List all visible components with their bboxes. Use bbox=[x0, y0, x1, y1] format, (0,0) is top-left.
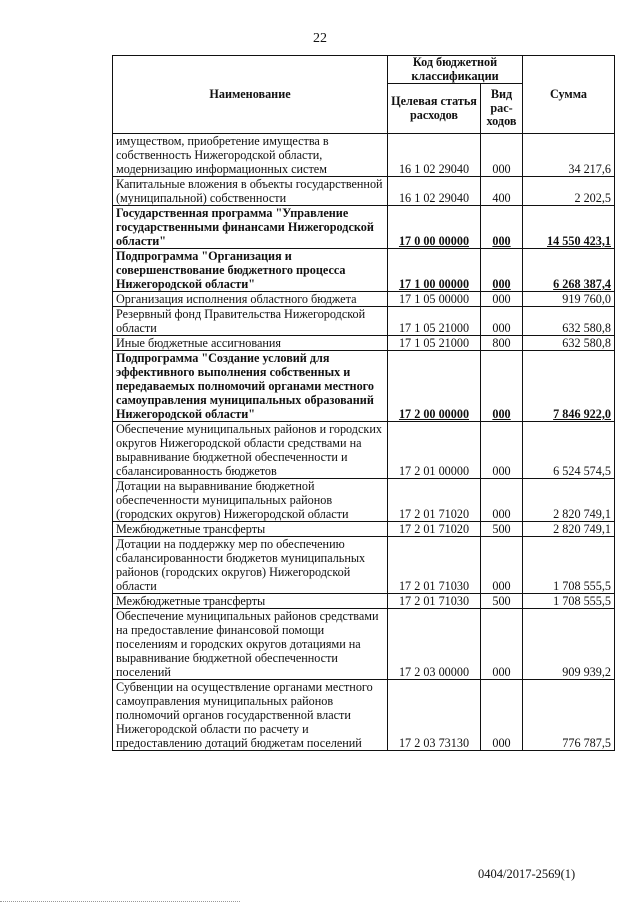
cell-code: 17 2 01 71030 bbox=[388, 537, 481, 594]
header-code-group: Код бюджетной классификации bbox=[388, 56, 523, 84]
cell-name: Обеспечение муниципальных районов и городских округов Нижегородской области средствами на выравнивание бюджетной обеспеченности и сбалансированность бюджетов bbox=[113, 422, 388, 479]
cell-name: Капитальные вложения в объекты государственной (муниципальной) собственности bbox=[113, 177, 388, 206]
cell-code: 17 2 01 71030 bbox=[388, 594, 481, 609]
cell-code: 17 2 03 00000 bbox=[388, 609, 481, 680]
cell-sum: 6 268 387,4 bbox=[523, 249, 615, 292]
cell-name: Межбюджетные трансферты bbox=[113, 522, 388, 537]
cell-kind: 500 bbox=[481, 522, 523, 537]
table-row bbox=[113, 422, 615, 479]
cell-name: Государственная программа "Управление государственными финансами Нижегородской области" bbox=[113, 206, 388, 249]
cell-sum: 909 939,2 bbox=[523, 609, 615, 680]
table-row bbox=[113, 594, 615, 609]
cell-name: Дотации на поддержку мер по обеспечению сбалансированности бюджетов муниципальных районов (городских округов) Нижегородской области bbox=[113, 537, 388, 594]
cell-kind: 400 bbox=[481, 177, 523, 206]
cell-name: Подпрограмма "Организация и совершенствование бюджетного процесса Нижегородской области" bbox=[113, 249, 388, 292]
cell-kind: 000 bbox=[481, 609, 523, 680]
cell-sum: 632 580,8 bbox=[523, 307, 615, 336]
cell-name: Иные бюджетные ассигнования bbox=[113, 336, 388, 351]
cell-sum: 919 760,0 bbox=[523, 292, 615, 307]
table-row bbox=[113, 336, 615, 351]
page-number: 22 bbox=[313, 31, 327, 46]
cell-kind: 500 bbox=[481, 594, 523, 609]
table-row bbox=[113, 177, 615, 206]
cell-sum: 7 846 922,0 bbox=[523, 351, 615, 422]
cell-name: Обеспечение муниципальных районов средствами на предоставление финансовой помощи поселениям и городских округов дотациями на выравнивание бюджетной обеспеченности поселений bbox=[113, 609, 388, 680]
table-row bbox=[113, 537, 615, 594]
table-row bbox=[113, 351, 615, 422]
budget-table bbox=[112, 55, 615, 751]
cell-sum: 1 708 555,5 bbox=[523, 594, 615, 609]
cell-kind: 000 bbox=[481, 537, 523, 594]
table-row bbox=[113, 479, 615, 522]
cell-kind: 800 bbox=[481, 336, 523, 351]
cell-code: 17 2 00 00000 bbox=[388, 351, 481, 422]
header-name: Наименование bbox=[113, 56, 388, 134]
cell-kind: 000 bbox=[481, 249, 523, 292]
cell-sum: 776 787,5 bbox=[523, 680, 615, 751]
cell-kind: 000 bbox=[481, 479, 523, 522]
table-row bbox=[113, 609, 615, 680]
table-row bbox=[113, 680, 615, 751]
table-row bbox=[113, 307, 615, 336]
header-kind: Вид рас-ходов bbox=[481, 84, 523, 134]
table-row bbox=[113, 249, 615, 292]
cell-name: Резервный фонд Правительства Нижегородской области bbox=[113, 307, 388, 336]
cell-name: Дотации на выравнивание бюджетной обеспеченности муниципальных районов (городских округов) Нижегородской области bbox=[113, 479, 388, 522]
cell-code: 17 1 05 00000 bbox=[388, 292, 481, 307]
cell-name: Организация исполнения областного бюджета bbox=[113, 292, 388, 307]
cell-code: 17 1 00 00000 bbox=[388, 249, 481, 292]
cell-sum: 34 217,6 bbox=[523, 134, 615, 177]
cell-sum: 632 580,8 bbox=[523, 336, 615, 351]
cell-sum: 1 708 555,5 bbox=[523, 537, 615, 594]
table-row bbox=[113, 292, 615, 307]
cell-name: имуществом, приобретение имущества в собственность Нижегородской области, модернизацию информационных систем bbox=[113, 134, 388, 177]
cell-name: Субвенции на осуществление органами местного самоуправления муниципальных районов полномочий органов государственной власти Нижегородской области по расчету и предоставлению дотаций бюджетам поселений bbox=[113, 680, 388, 751]
header-sum: Сумма bbox=[523, 56, 615, 134]
cell-code: 17 0 00 00000 bbox=[388, 206, 481, 249]
table-row bbox=[113, 134, 615, 177]
cell-code: 17 1 05 21000 bbox=[388, 336, 481, 351]
scan-artifact-line bbox=[0, 901, 240, 903]
cell-code: 17 2 01 71020 bbox=[388, 522, 481, 537]
cell-code: 17 2 01 00000 bbox=[388, 422, 481, 479]
table-body bbox=[113, 134, 615, 751]
cell-sum: 2 820 749,1 bbox=[523, 479, 615, 522]
cell-code: 17 2 01 71020 bbox=[388, 479, 481, 522]
cell-code: 16 1 02 29040 bbox=[388, 134, 481, 177]
cell-sum: 2 202,5 bbox=[523, 177, 615, 206]
cell-kind: 000 bbox=[481, 307, 523, 336]
table-row bbox=[113, 522, 615, 537]
cell-kind: 000 bbox=[481, 134, 523, 177]
cell-sum: 14 550 423,1 bbox=[523, 206, 615, 249]
cell-code: 17 2 03 73130 bbox=[388, 680, 481, 751]
header-target: Целевая статья расходов bbox=[388, 84, 481, 134]
cell-kind: 000 bbox=[481, 422, 523, 479]
document-number: 0404/2017-2569(1) bbox=[478, 867, 576, 881]
cell-kind: 000 bbox=[481, 292, 523, 307]
cell-code: 17 1 05 21000 bbox=[388, 307, 481, 336]
cell-code: 16 1 02 29040 bbox=[388, 177, 481, 206]
table-row bbox=[113, 206, 615, 249]
cell-sum: 2 820 749,1 bbox=[523, 522, 615, 537]
cell-name: Подпрограмма "Создание условий для эффективного выполнения собственных и передаваемых полномочий органами местного самоуправления муниципальных образований Нижегородской области" bbox=[113, 351, 388, 422]
cell-sum: 6 524 574,5 bbox=[523, 422, 615, 479]
cell-name: Межбюджетные трансферты bbox=[113, 594, 388, 609]
cell-kind: 000 bbox=[481, 680, 523, 751]
cell-kind: 000 bbox=[481, 351, 523, 422]
cell-kind: 000 bbox=[481, 206, 523, 249]
